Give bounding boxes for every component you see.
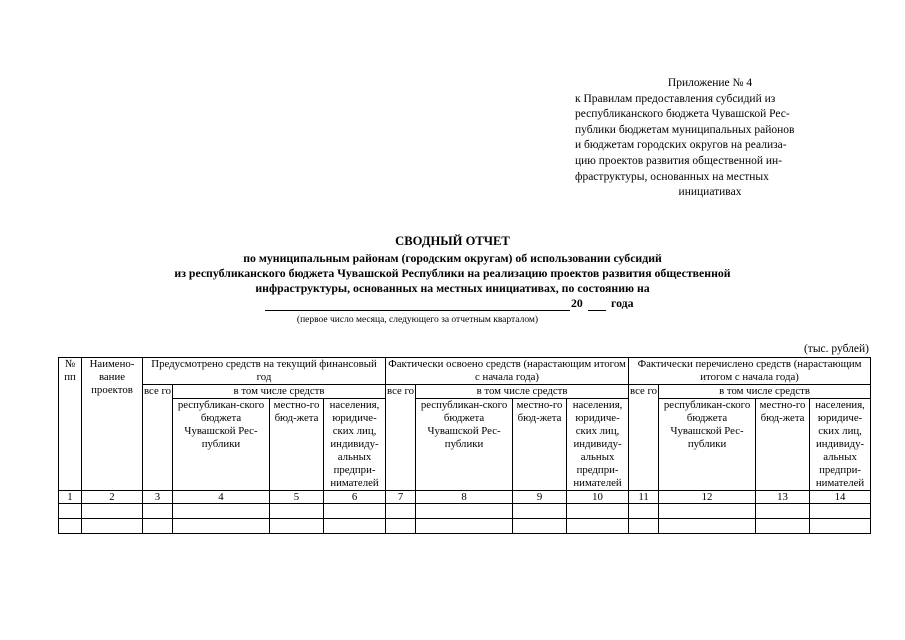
table-cell[interactable] — [59, 519, 82, 534]
table-cell[interactable] — [659, 504, 756, 519]
group-header-transferred: Фактически перечислено средств (нарастающим итогом с начала года) — [629, 358, 871, 385]
units-label: (тыс. рублей) — [803, 343, 869, 355]
report-title: СВОДНЫЙ ОТЧЕТ — [395, 234, 510, 248]
report-subtitle-line: из республиканского бюджета Чувашской Республики на реализацию проектов развития общественной — [174, 266, 731, 280]
group-header-spent: Фактически освоено средств (нарастающим итогом с начала года) — [386, 358, 629, 385]
report-subtitle-line: по муниципальным районам (городским округам) об использовании субсидий — [243, 251, 662, 265]
group-header-planned: Предусмотрено средств на текущий финансовый год — [143, 358, 386, 385]
column-number: 6 — [324, 491, 386, 504]
appendix-line: республиканского бюджета Чувашской Рес- — [575, 108, 790, 121]
column-number: 4 — [173, 491, 270, 504]
republican-budget-header: республикан-ского бюджета Чувашской Рес-публики — [416, 399, 513, 491]
appendix-line: публики бюджетам муниципальных районов — [575, 123, 795, 136]
header-row — [59, 399, 871, 491]
table-cell[interactable] — [756, 519, 810, 534]
year-blank — [588, 310, 606, 311]
column-number: 12 — [659, 491, 756, 504]
column-number-row — [59, 491, 871, 504]
table-cell[interactable] — [386, 504, 416, 519]
table-cell[interactable] — [810, 504, 871, 519]
column-number: 13 — [756, 491, 810, 504]
table-cell[interactable] — [143, 519, 173, 534]
including-header: в том числе средств — [173, 385, 386, 399]
table-cell[interactable] — [386, 519, 416, 534]
year-suffix: года — [611, 296, 634, 310]
table-cell[interactable] — [659, 519, 756, 534]
table-cell[interactable] — [324, 504, 386, 519]
table-cell[interactable] — [270, 504, 324, 519]
table-cell[interactable] — [143, 504, 173, 519]
appendix-line: и бюджетам городских округов на реализа- — [575, 139, 787, 152]
population-header: населения, юридиче-ских лиц, индивиду-альных предпри-нимателей — [810, 399, 871, 491]
including-header: в том числе средств — [659, 385, 871, 399]
table-cell[interactable] — [629, 519, 659, 534]
year-prefix: 20 — [571, 296, 583, 310]
appendix-line: инициативах — [678, 186, 742, 199]
population-header: населения, юридиче-ских лиц, индивиду-альных предпри-нимателей — [567, 399, 629, 491]
including-header: в том числе средств — [416, 385, 629, 399]
total-header: все го — [386, 385, 416, 491]
table-row — [59, 504, 871, 519]
local-budget-header: местно-го бюд-жета — [513, 399, 567, 491]
table-cell[interactable] — [810, 519, 871, 534]
population-header: населения, юридиче-ских лиц, индивиду-альных предпри-нимателей — [324, 399, 386, 491]
republican-budget-header: республикан-ского бюджета Чувашской Рес-публики — [173, 399, 270, 491]
table-cell[interactable] — [173, 519, 270, 534]
republican-budget-header: республикан-ского бюджета Чувашской Рес-публики — [659, 399, 756, 491]
report-subtitle-line: инфраструктуры, основанных на местных инициативах, по состоянию на — [255, 281, 650, 295]
appendix-block — [575, 76, 845, 201]
col-no-header: № пп — [59, 358, 82, 491]
column-number: 9 — [513, 491, 567, 504]
table-cell[interactable] — [513, 504, 567, 519]
appendix-line: цию проектов развития общественной ин- — [575, 154, 783, 167]
column-number: 14 — [810, 491, 871, 504]
column-number: 5 — [270, 491, 324, 504]
column-number: 1 — [59, 491, 82, 504]
table-cell[interactable] — [567, 504, 629, 519]
column-number: 7 — [386, 491, 416, 504]
total-header: все го — [629, 385, 659, 491]
table-cell[interactable] — [567, 519, 629, 534]
column-number: 3 — [143, 491, 173, 504]
column-number: 10 — [567, 491, 629, 504]
table-cell[interactable] — [416, 519, 513, 534]
local-budget-header: местно-го бюд-жета — [756, 399, 810, 491]
appendix-title: Приложение № 4 — [667, 77, 753, 89]
appendix-line: к Правилам предоставления субсидий из — [575, 92, 776, 105]
header-row — [59, 358, 871, 385]
table-cell[interactable] — [59, 504, 82, 519]
column-number: 11 — [629, 491, 659, 504]
table-cell[interactable] — [756, 504, 810, 519]
table-cell[interactable] — [82, 519, 143, 534]
local-budget-header: местно-го бюд-жета — [270, 399, 324, 491]
table-cell[interactable] — [270, 519, 324, 534]
table-cell[interactable] — [324, 519, 386, 534]
table-cell[interactable] — [173, 504, 270, 519]
table-cell[interactable] — [513, 519, 567, 534]
total-header: все го — [143, 385, 173, 491]
report-table — [58, 357, 871, 534]
col-name-header: Наимено-вание проектов — [82, 358, 143, 491]
appendix-line: фраструктуры, основанных на местных — [575, 170, 769, 183]
date-blank — [265, 310, 570, 311]
table-cell[interactable] — [416, 504, 513, 519]
table-cell[interactable] — [82, 504, 143, 519]
report-date-line — [265, 296, 645, 313]
table-row — [59, 519, 871, 534]
date-note: (первое число месяца, следующего за отчетным кварталом) — [296, 315, 539, 325]
column-number: 2 — [82, 491, 143, 504]
column-number: 8 — [416, 491, 513, 504]
table-cell[interactable] — [629, 504, 659, 519]
header-row — [59, 385, 871, 399]
